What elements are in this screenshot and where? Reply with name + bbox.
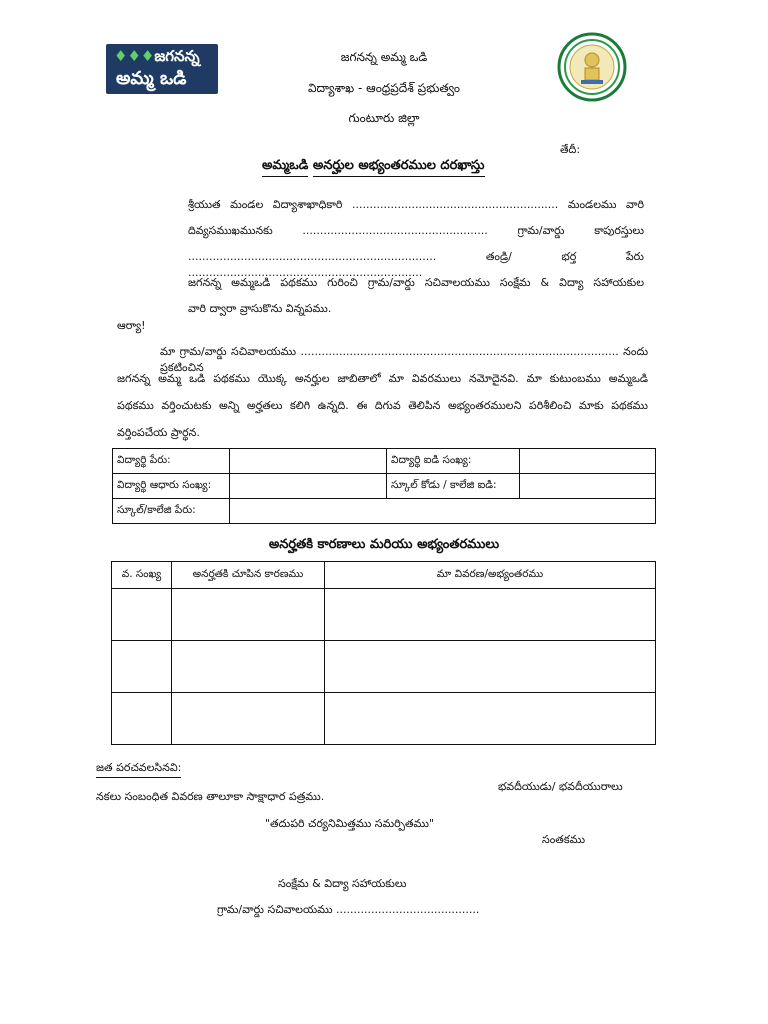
col-objection-header: మా వివరణ/అభ్యంతరము (325, 562, 656, 589)
serial-cell[interactable] (112, 693, 172, 745)
signature-label: సంతకము (542, 833, 586, 846)
fill-blank-village[interactable]: ..................................................... (302, 224, 488, 237)
reason-cell[interactable] (172, 641, 325, 693)
student-aadhaar-label: విద్యార్థి ఆధారు సంఖ్య: (113, 474, 230, 499)
col-serial-header: వ. సంఖ్య (112, 562, 172, 589)
fill-blank-mandal[interactable]: ........................................................... (352, 198, 559, 211)
address-word: మండల (230, 198, 264, 211)
student-name-label: విద్యార్థి పేరు: (113, 449, 230, 474)
logo-line2: అమ్మ ఒడి (116, 68, 187, 89)
reason-section-title: అనర్హతకి కారణాలు మరియు అభ్యంతరములు (268, 537, 500, 552)
body-word: సచివాలయము (231, 345, 297, 358)
table-row (112, 589, 656, 641)
header-department: విద్యాశాఖ - ఆంధ్రప్రదేశ్ ప్రభుత్వం (308, 81, 460, 95)
submission-note: "తదుపరి చర్యనిమిత్తము సమర్పితము" (265, 817, 434, 830)
school-code-field[interactable] (520, 474, 656, 499)
serial-cell[interactable] (112, 589, 172, 641)
table-row (113, 449, 656, 474)
table-row (113, 499, 656, 524)
reason-table (111, 561, 656, 745)
ap-emblem-icon (557, 32, 627, 102)
reason-cell[interactable] (172, 589, 325, 641)
school-name-field[interactable] (230, 499, 656, 524)
col-reason-header: అనర్హతకి చూపిన కారణము (172, 562, 325, 589)
address-row-1 (188, 198, 644, 214)
address-word: గ్రామ/వార్డు (517, 224, 565, 237)
body-line-2: జగనన్న అమ్మ ఒడి పథకము యొక్క అనర్హుల జాబితాలో మా వివరములు నమోదైనవి. మా కుటుంబము అమ్మఒడి (117, 372, 648, 385)
body-line-4: వర్తింపచేయ ప్రార్థన. (117, 426, 200, 439)
reason-cell[interactable] (172, 693, 325, 745)
body-word: గ్రామ/వార్డు (179, 345, 227, 358)
attachments-label (96, 761, 181, 777)
body-word: ప్రకటించిన (160, 361, 204, 374)
applicant-label: భవదీయుడు/ భవదీయురాలు (498, 780, 623, 793)
student-name-field[interactable] (230, 449, 387, 474)
attachments-item: నకలు సంబంధిత వివరణ తాలూకా సాక్షాధార పత్రము. (96, 790, 325, 803)
form-title-part2: అనర్హుల అభ్యంతరముల దరఖాస్తు (313, 158, 485, 177)
form-title-part1: అమ్మఒడి (262, 158, 308, 177)
table-header-row (112, 562, 656, 589)
objection-cell[interactable] (325, 589, 656, 641)
attachments-label-text: జత పరచవలసినవి: (96, 761, 181, 778)
school-name-label: స్కూల్/కాలేజి పేరు: (113, 499, 230, 524)
school-code-label: స్కూల్ కోడు / కాలేజి ఐడి: (387, 474, 520, 499)
table-row (113, 474, 656, 499)
header-scheme: జగనన్న అమ్మ ఒడి (340, 50, 428, 64)
address-word: వారి (625, 198, 645, 211)
student-info-table (112, 448, 656, 524)
date-label: తేదీ: (560, 143, 581, 156)
objection-cell[interactable] (325, 693, 656, 745)
serial-cell[interactable] (112, 641, 172, 693)
logo-line1: జగనన్న (154, 47, 200, 65)
footer-assistant: సంక్షేమ & విద్యా సహాయకులు (278, 877, 407, 890)
fill-blank-secretariat[interactable]: ........................................................................................... (300, 345, 619, 358)
logo-top-line (114, 47, 200, 69)
header-district: గుంటూరు జిల్లా (348, 111, 420, 125)
address-word: దివ్యసముఖమునకు (188, 224, 273, 237)
address-row-5: వారి ద్వారా వ్రాసుకొను విన్నపము. (188, 302, 332, 315)
fill-blank-guardian-name[interactable]: ................................................................... (188, 266, 423, 279)
objection-cell[interactable] (325, 641, 656, 693)
footer-secretariat: గ్రామ/వార్డు సచివాలయము ......................................... (217, 903, 480, 916)
body-word: నందు (623, 345, 649, 358)
logo-people-icon: ♦♦♦ (114, 47, 155, 65)
address-row-2 (188, 224, 644, 240)
form-title (262, 158, 485, 176)
body-word: మా (160, 345, 176, 358)
student-id-field[interactable] (520, 449, 656, 474)
address-word: తండ్రి/ భర్త పేరు (485, 250, 644, 263)
address-row-3 (188, 250, 644, 279)
fill-blank-applicant-name[interactable]: ....................................................................... (188, 250, 437, 263)
address-word: విద్యాశాఖాధికారి (272, 198, 343, 211)
table-row (112, 693, 656, 745)
address-word: మండలము (567, 198, 617, 211)
salutation: ఆర్యా! (117, 319, 146, 332)
student-aadhaar-field[interactable] (230, 474, 387, 499)
address-word: శ్రీయుత (188, 198, 221, 211)
table-row (112, 641, 656, 693)
student-id-label: విద్యార్థి ఐడి సంఖ్య: (387, 449, 520, 474)
address-row-4: జగనన్న అమ్మఒడి పథకము గురించి గ్రామ/వార్డు సచివాలయము సంక్షేమ & విద్యా సహాయకుల (188, 276, 644, 289)
body-line-3: పథకము వర్తించుటకు అన్ని అర్హతలు కలిగి ఉన్నది. ఈ దిగువ తెలిపిన అభ్యంతరములని పరిశీలించి మాకు పథకము (117, 399, 648, 412)
address-word: కాపురస్తులు (594, 224, 645, 237)
